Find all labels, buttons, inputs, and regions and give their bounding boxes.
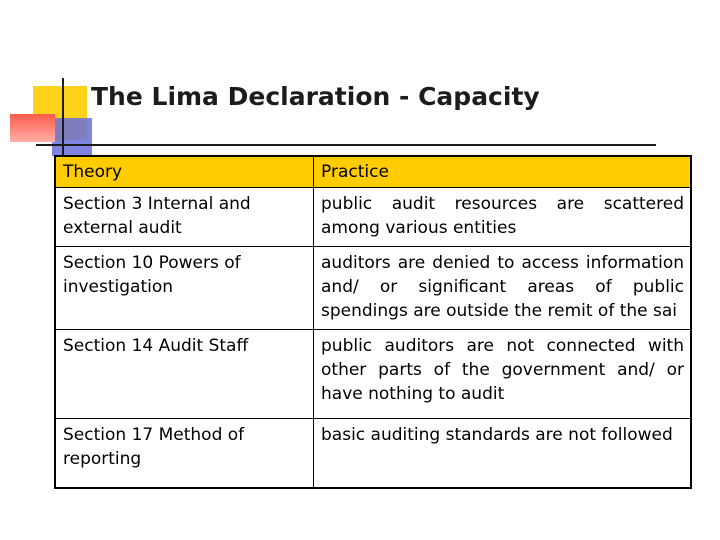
practice-cell: public auditors are not connected with other parts of the government and/ or have nothing to audit (314, 330, 692, 419)
header-practice: Practice (314, 156, 692, 188)
theory-cell: Section 3 Internal and external audit (55, 188, 314, 247)
theory-cell: Section 10 Powers of investigation (55, 247, 314, 330)
comparison-table (54, 155, 692, 489)
theory-cell: Section 17 Method of reporting (55, 419, 314, 489)
table-row (55, 330, 691, 419)
decor-blue-square (52, 118, 92, 156)
decor-vertical-line (62, 78, 64, 158)
table-row (55, 419, 691, 489)
practice-cell: public audit resources are scattered among various entities (314, 188, 692, 247)
table-row (55, 247, 691, 330)
table-row (55, 188, 691, 247)
decor-red-square (10, 114, 55, 142)
theory-cell: Section 14 Audit Staff (55, 330, 314, 419)
slide-title: The Lima Declaration - Capacity (91, 82, 540, 111)
table-header-row (55, 156, 691, 188)
practice-cell: auditors are denied to access information and/ or significant areas of public spendings are outside the remit of the sai (314, 247, 692, 330)
practice-cell: basic auditing standards are not followed (314, 419, 692, 489)
title-underline (36, 144, 656, 146)
header-theory: Theory (55, 156, 314, 188)
